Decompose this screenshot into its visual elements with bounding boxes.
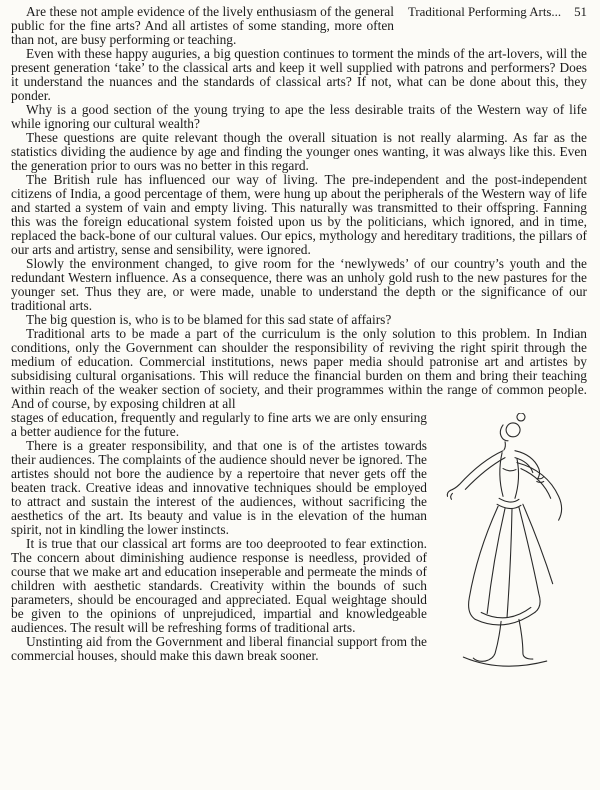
body-paragraph: Even with these happy auguries, a big question continues to torment the minds of the art-lovers, will the present generation ‘take’ to the classical arts and keep it well supplied with patrons and performers? Does it understand the nuances and the standards of classical arts? If not, what can be done about this, they ponder.: [11, 46, 587, 103]
body-paragraph: Why is a good section of the young trying to ape the less desirable traits of the Western way of life while ignoring our cultural wealth?: [11, 102, 587, 131]
body-paragraph: There is a greater responsibility, and that one is of the artistes towards their audiences. The complaints of the audience should never be ignored. The artistes should not bore the audience by a repertoire that never gets off the beaten track. Creative ideas and innovative techniques should be employed to attract and sustain the interest of the audiences, without sacrificing the aesthetics of the art. Its beauty and value is in the elevation of the human spirit, not in kindling the lower instincts.: [11, 438, 427, 537]
body-paragraph: These questions are quite relevant though the overall situation is not really alarming. As far as the statistics dividing the audience by age and finding the younger ones wanting, it was always like this. Even the generation prior to ours was no better in this regard.: [11, 130, 587, 173]
body-paragraph: Unstinting aid from the Government and liberal financial support from the commercial houses, should make this dawn break sooner.: [11, 634, 427, 663]
body-paragraph: Are these not ample evidence of the lively enthusiasm of the general public for the fine arts? And all artistes of some standing, more often than not, are busy performing or teaching.: [11, 4, 394, 47]
body-paragraph: It is true that our classical art forms are too deeprooted to fear extinction. The concern about diminishing audience response is needless, provided of course that we make art and education inseperable and permeate the minds of children with aesthetic standards. Creativity within the bounds of such parameters, should be encouraged and appreciated. Equal weightage should be given to the opinions of unprejudiced, impartial and knowledgeable audiences. The result will be refreshing forms of traditional arts.: [11, 536, 427, 635]
dancing-figure-sketch-icon: [435, 413, 587, 671]
body-paragraph: Traditional arts to be made a part of the curriculum is the only solution to this problem. In Indian conditions, only the Government can shoulder the responsibility of reviving the right spirit through the medium of education. Commercial institutions, news paper media should patronise art and artistes by subsidising cultural organisations. This will reduce the financial burden on them and bring their teaching within reach of the weaker section of society, and their programmes within the range of common people. And of course, by exposing children at all: [11, 326, 587, 411]
dancer-illustration: [435, 413, 587, 671]
body-paragraph: stages of education, frequently and regularly to fine arts we are only ensuring a better audience for the future.: [11, 410, 427, 439]
running-head: [394, 5, 587, 20]
running-title: Traditional Performing Arts...: [407, 5, 562, 19]
body-paragraph: Slowly the environment changed, to give room for the ‘newlyweds’ of our country’s youth and the redundant Western influence. As a consequence, there was an unholy gold rush to the new pastures for the younger set. Thus they are, or were made, unable to understand the depth or the significance of our traditional arts.: [11, 256, 587, 313]
body-paragraph: The British rule has influenced our way of living. The pre-independent and the post-independent citizens of India, a good percentage of them, were hung up about the peripherals of the Western way of life and started a system of vain and empty living. This naturally was transmitted to their offspring. Fanning this was the foreign educational system foisted upon us by the politicians, which ignored, and in time, replaced the back-bone of our cultural values. Our epics, mythology and hereditary traditions, the pillars of our arts and artistry, sense and sensibility, were ignored.: [11, 172, 587, 257]
body-paragraph: The big question is, who is to be blamed for this sad state of affairs?: [26, 312, 392, 327]
page-number: 51: [574, 5, 587, 19]
